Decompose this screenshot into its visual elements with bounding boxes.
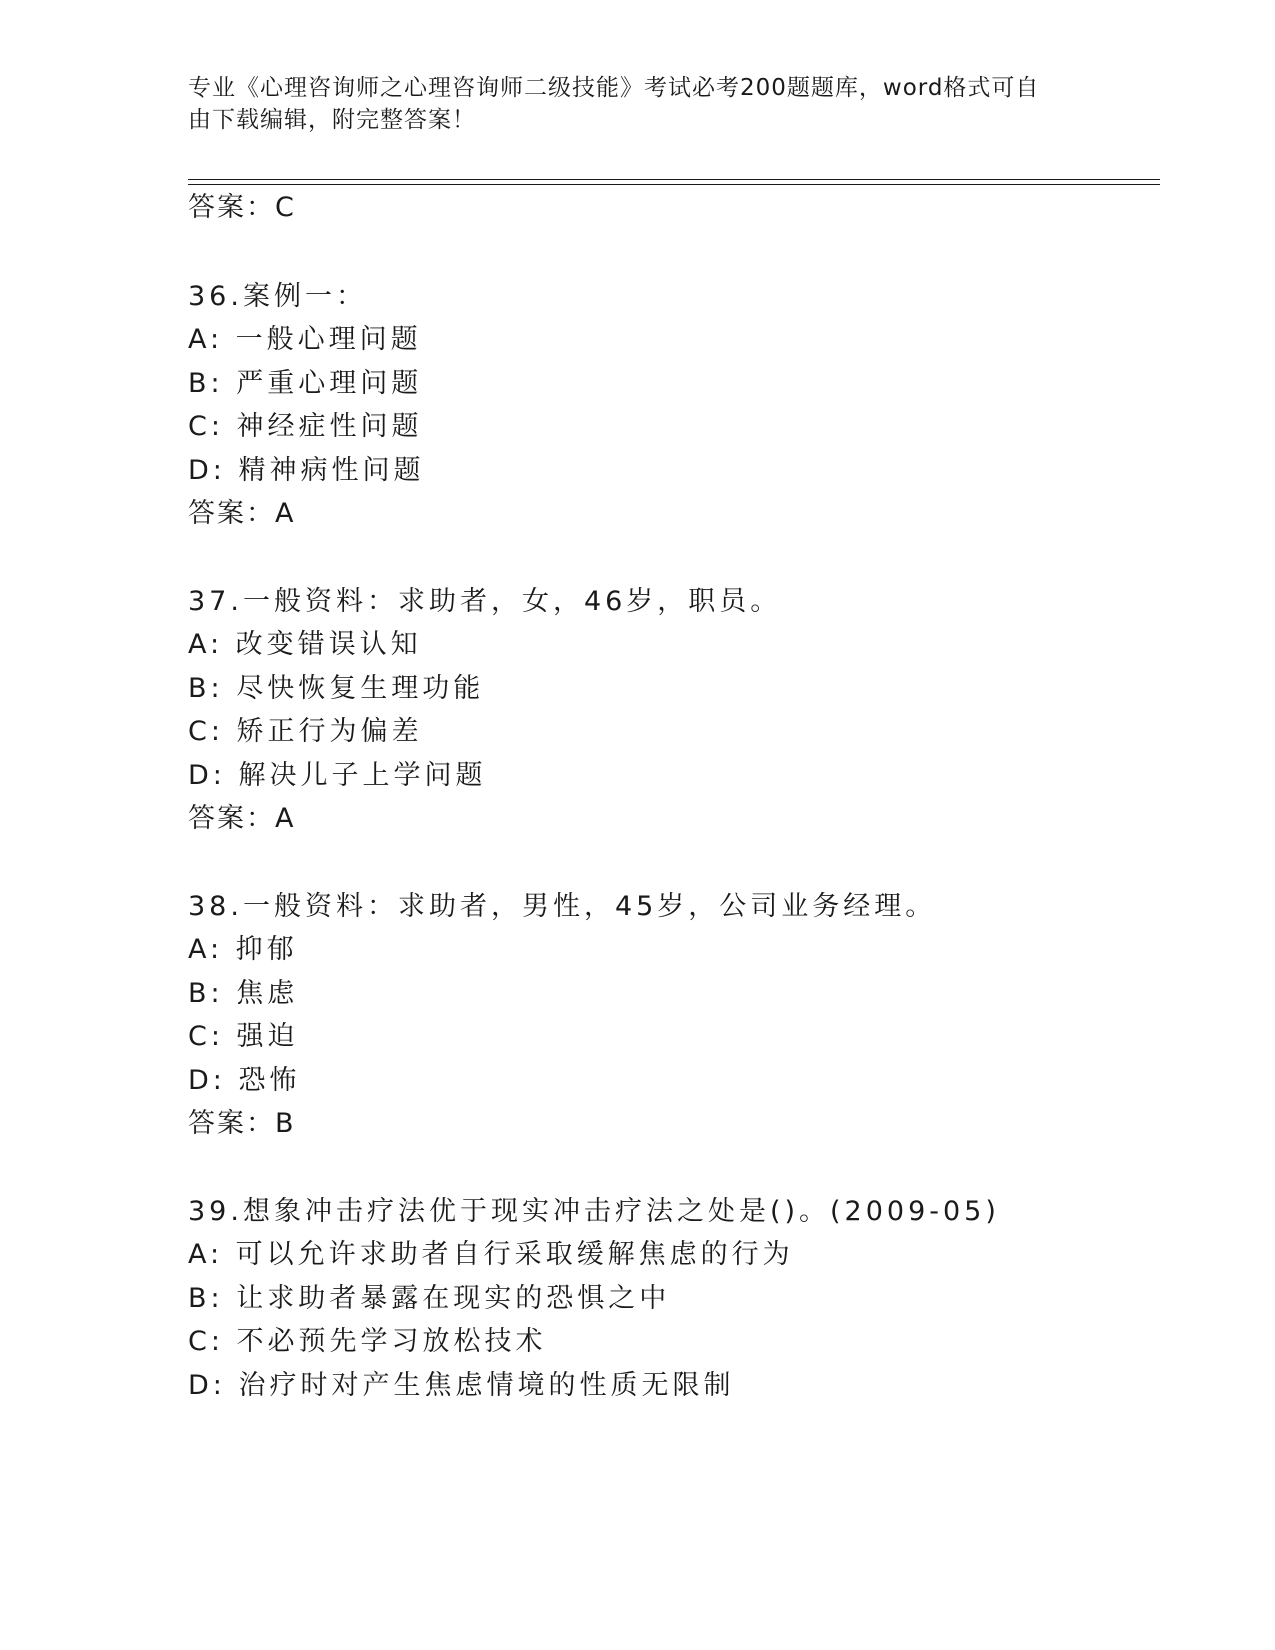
question-37-option-b: B: 尽快恢复生理功能 [188, 673, 485, 704]
question-39-option-b: B: 让求助者暴露在现实的恐惧之中 [188, 1283, 671, 1314]
header-line-1: 专业《心理咨询师之心理咨询师二级技能》考试必考200题题库，word格式可自 [188, 75, 1040, 101]
answer-35: 答案：C [188, 192, 296, 223]
header-line-2: 由下载编辑，附完整答案！ [188, 107, 476, 133]
question-39-option-a: A: 可以允许求助者自行采取缓解焦虑的行为 [188, 1239, 794, 1270]
question-38-option-c: C: 强迫 [188, 1021, 299, 1052]
question-36-option-a: A: 一般心理问题 [188, 324, 422, 355]
question-38-option-d: D: 恐怖 [188, 1065, 301, 1096]
question-39-stem: 39.想象冲击疗法优于现实冲击疗法之处是()。(2009-05) [188, 1196, 1000, 1227]
question-38-option-a: A: 抑郁 [188, 934, 298, 965]
question-36-option-d: D: 精神病性问题 [188, 455, 425, 486]
document-header [188, 72, 1068, 136]
question-37-option-c: C: 矫正行为偏差 [188, 716, 423, 747]
answer-37: 答案：A [188, 803, 296, 834]
question-36-option-c: C: 神经症性问题 [188, 411, 423, 442]
question-39-option-c: C: 不必预先学习放松技术 [188, 1326, 547, 1357]
question-37-stem: 37.一般资料：求助者，女，46岁，职员。 [188, 586, 782, 617]
question-36-option-b: B: 严重心理问题 [188, 368, 423, 399]
header-divider-top [188, 179, 1160, 180]
question-39-option-d: D: 治疗时对产生焦虑情境的性质无限制 [188, 1370, 735, 1401]
question-37-option-d: D: 解决儿子上学问题 [188, 760, 487, 791]
header-divider-bottom [188, 184, 1160, 185]
answer-36: 答案：A [188, 498, 296, 529]
question-36-stem: 36.案例一： [188, 281, 367, 312]
question-37-option-a: A: 改变错误认知 [188, 629, 422, 660]
question-38-option-b: B: 焦虑 [188, 978, 299, 1009]
answer-38: 答案：B [188, 1108, 296, 1139]
question-38-stem: 38.一般资料：求助者，男性，45岁，公司业务经理。 [188, 891, 937, 922]
